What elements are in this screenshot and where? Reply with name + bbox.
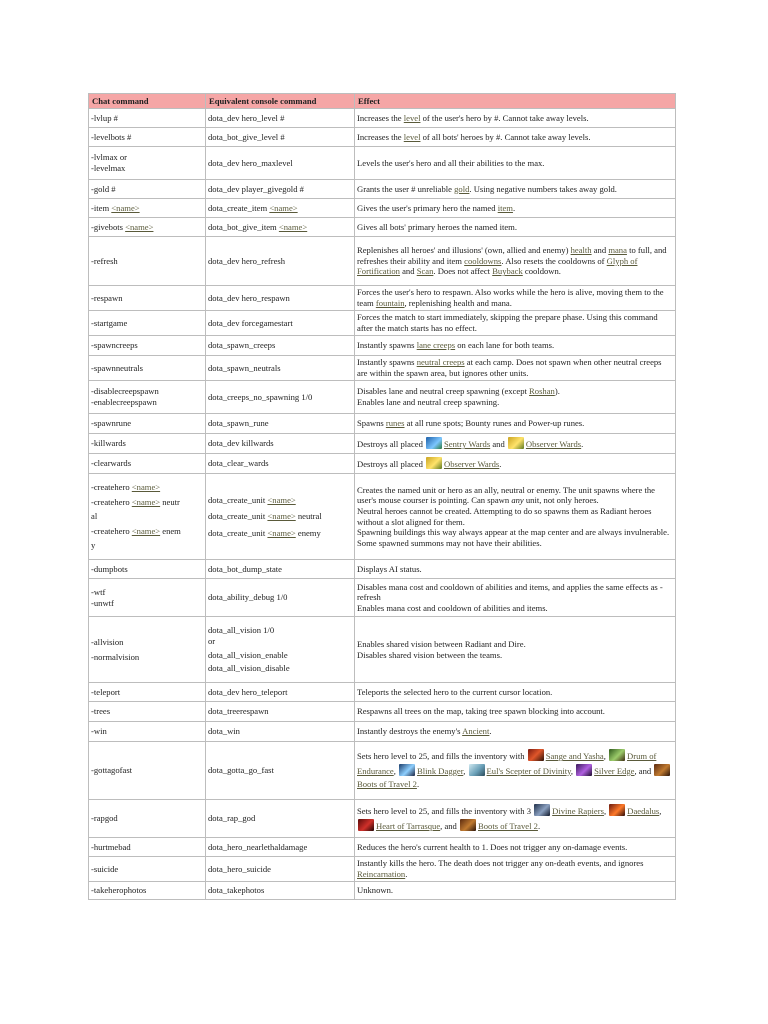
link-observer-wards[interactable]: Observer Wards: [444, 459, 500, 470]
link-sange-and-yasha[interactable]: Sange and Yasha: [545, 751, 604, 762]
link-daedalus[interactable]: Daedalus: [627, 806, 660, 816]
effect: Respawns all trees on the map, taking tree spawn blocking into account.: [355, 702, 676, 722]
name-argument[interactable]: <name>: [125, 221, 154, 232]
name-argument[interactable]: <name>: [131, 496, 161, 507]
table-row: [89, 147, 676, 180]
console-command: dota_rap_god: [206, 800, 355, 838]
chat-command: -startgame: [89, 311, 206, 336]
table-row: [89, 474, 676, 560]
link-roshan[interactable]: Roshan: [529, 386, 555, 397]
table-row: [89, 434, 676, 454]
sentry-ward-icon[interactable]: [426, 437, 442, 449]
effect: Destroys all placed Sentry Wards and Observer Wards.: [355, 434, 676, 454]
name-argument[interactable]: <name>: [267, 527, 296, 538]
table-row: [89, 742, 676, 800]
console-command: dota_create_item <name>: [206, 199, 355, 218]
chat-command: -trees: [89, 702, 206, 722]
effect: Replenishes all heroes' and illusions' (own, allied and enemy) health and mana to full, and refreshes their ability and item cooldowns. Also resets the cooldowns of Glyph of Fortification and Scan. Does not affect Buyback cooldown.: [355, 237, 676, 286]
table-row: [89, 356, 676, 381]
link-observer-wards[interactable]: Observer Wards: [525, 439, 582, 450]
console-command: dota_dev hero_respawn: [206, 286, 355, 311]
table-row: [89, 311, 676, 336]
chat-command: -killwards: [89, 434, 206, 454]
name-argument[interactable]: <name>: [267, 494, 296, 505]
effect: Reduces the hero's current health to 1. Does not trigger any on-damage events.: [355, 838, 676, 857]
effect: Creates the named unit or hero as an ally, neutral or enemy. The unit spawns where the user's mouse courser is pointing. Can spawn any unit, not only heroes. Neutral heroes cannot be created. Attempting to do so spawns them as Radiant heroes without a slot aligned for them. Spawning buildings this way always appear at the map center and are always invulnerable. Some spawned summons may not have their abilities.: [355, 474, 676, 560]
table-row: [89, 237, 676, 286]
table-row: [89, 800, 676, 838]
table-row: [89, 381, 676, 414]
chat-command: -disablecreepspawn -enablecreepspawn: [89, 381, 206, 414]
header-chat-command: Chat command: [89, 94, 206, 109]
chat-command: -spawnneutrals: [89, 356, 206, 381]
blink-dagger-icon[interactable]: [399, 764, 415, 776]
chat-command: -dumpbots: [89, 560, 206, 579]
commands-table: [88, 93, 676, 900]
chat-command: -wtf -unwtf: [89, 579, 206, 617]
link-fountain[interactable]: fountain: [375, 298, 405, 308]
boots-of-travel-icon[interactable]: [460, 819, 476, 831]
header-effect: Effect: [355, 94, 676, 109]
table-row: [89, 286, 676, 311]
effect: Gives the user's primary hero the named item.: [355, 199, 676, 218]
chat-command: -rapgod: [89, 800, 206, 838]
console-command: dota_takephotos: [206, 882, 355, 900]
effect: Sets hero level to 25, and fills the inventory with Sange and Yasha, Drum of Endurance, Blink Dagger, Eul's Scepter of Divinity, Silver Edge, and Boots of Travel 2.: [355, 742, 676, 800]
chat-command: -spawncreeps: [89, 336, 206, 356]
console-command: dota_clear_wards: [206, 454, 355, 474]
chat-command: -suicide: [89, 857, 206, 882]
effect: Forces the match to start immediately, skipping the prepare phase. Using this command after the match starts has no effect.: [355, 311, 676, 336]
link-scan[interactable]: Scan: [416, 266, 434, 277]
link-glyph[interactable]: Glyph of Fortification: [357, 255, 638, 277]
chat-command: -hurtmebad: [89, 838, 206, 857]
console-command: dota_spawn_creeps: [206, 336, 355, 356]
console-command: dota_dev hero_teleport: [206, 683, 355, 702]
link-runes[interactable]: runes: [385, 418, 405, 429]
console-command: dota_bot_give_item <name>: [206, 218, 355, 237]
effect: Disables lane and neutral creep spawning (except Roshan). Enables lane and neutral creep spawning.: [355, 381, 676, 414]
effect: Destroys all placed Observer Wards.: [355, 454, 676, 474]
chat-command: -spawnrune: [89, 414, 206, 434]
console-command: dota_all_vision 1/0 or dota_all_vision_enable dota_all_vision_disable: [206, 617, 355, 683]
table-row: [89, 336, 676, 356]
chat-command: -item <name>: [89, 199, 206, 218]
link-divine-rapiers[interactable]: Divine Rapiers: [552, 806, 604, 816]
table-row: [89, 722, 676, 742]
divine-rapier-icon[interactable]: [534, 804, 550, 816]
chat-command: -createhero <name> -createhero <name> neutr al -createhero <name> enem y: [89, 474, 206, 560]
table-row: [89, 882, 676, 900]
table-row: [89, 579, 676, 617]
link-level[interactable]: level: [403, 112, 421, 123]
chat-command: -lvlup #: [89, 109, 206, 128]
table-row: [89, 414, 676, 434]
console-command: dota_dev hero_refresh: [206, 237, 355, 286]
effect: Teleports the selected hero to the current cursor location.: [355, 683, 676, 702]
effect: Displays AI status.: [355, 560, 676, 579]
header-console-command: Equivalent console command: [206, 94, 355, 109]
link-silver-edge[interactable]: Silver Edge: [594, 765, 635, 776]
chat-command: -teleport: [89, 683, 206, 702]
console-command: dota_dev player_givegold #: [206, 180, 355, 199]
name-argument[interactable]: <name>: [131, 482, 161, 493]
chat-command: -allvision -normalvision: [89, 617, 206, 683]
table-row: [89, 560, 676, 579]
chat-command: -refresh: [89, 237, 206, 286]
name-argument[interactable]: <name>: [111, 202, 140, 213]
link-buyback[interactable]: Buyback: [492, 266, 523, 277]
console-command: dota_bot_give_level #: [206, 128, 355, 147]
link-drum-of-endurance[interactable]: Drum of Endurance: [357, 751, 657, 776]
effect: Instantly spawns neutral creeps at each camp. Does not spawn when other neutral creeps are within the spawn area, but ignores other units.: [355, 356, 676, 381]
effect: Instantly kills the hero. The death does not trigger any on-death events, and ignores Reincarnation.: [355, 857, 676, 882]
drum-of-endurance-icon[interactable]: [609, 749, 625, 761]
link-ancient[interactable]: Ancient: [462, 726, 490, 737]
table-row: [89, 199, 676, 218]
link-neutral-creeps[interactable]: neutral creeps: [416, 357, 465, 368]
chat-command: -gold #: [89, 180, 206, 199]
console-command: dota_spawn_neutrals: [206, 356, 355, 381]
table-header-row: [89, 94, 676, 109]
console-command: dota_dev forcegamestart: [206, 311, 355, 336]
name-argument[interactable]: <name>: [278, 221, 308, 232]
effect: Instantly spawns lane creeps on each lane for both teams.: [355, 336, 676, 356]
link-sentry-wards[interactable]: Sentry Wards: [444, 439, 491, 450]
effect: Grants the user # unreliable gold. Using negative numbers takes away gold.: [355, 180, 676, 199]
observer-ward-icon[interactable]: [426, 457, 442, 469]
table-row: [89, 180, 676, 199]
chat-command: -levelbots #: [89, 128, 206, 147]
console-command: dota_dev hero_maxlevel: [206, 147, 355, 180]
effect: Disables mana cost and cooldown of abilities and items, and applies the same effects as -refresh Enables mana cost and cooldown of abilities and items.: [355, 579, 676, 617]
effect: Spawns runes at all rune spots; Bounty runes and Power-up runes.: [355, 414, 676, 434]
chat-command: -win: [89, 722, 206, 742]
console-command: dota_bot_dump_state: [206, 560, 355, 579]
console-command: dota_gotta_go_fast: [206, 742, 355, 800]
effect: Levels the user's hero and all their abilities to the max.: [355, 147, 676, 180]
link-boots-of-travel[interactable]: Boots of Travel 2: [357, 779, 417, 790]
daedalus-icon[interactable]: [609, 804, 625, 816]
console-command: dota_dev killwards: [206, 434, 355, 454]
table-row: [89, 702, 676, 722]
effect: Forces the user's hero to respawn. Also works while the hero is alive, moving them to the team fountain, replenishing health and mana.: [355, 286, 676, 311]
table-row: [89, 109, 676, 128]
chat-command: -gottagofast: [89, 742, 206, 800]
link-blink-dagger[interactable]: Blink Dagger: [417, 765, 464, 776]
chat-command: -givebots <name>: [89, 218, 206, 237]
link-level[interactable]: level: [403, 131, 421, 142]
console-command: dota_win: [206, 722, 355, 742]
link-cooldowns[interactable]: cooldowns: [464, 255, 502, 266]
console-command: dota_create_unit <name> dota_create_unit <name> neutral dota_create_unit <name> enemy: [206, 474, 355, 560]
link-reincarnation[interactable]: Reincarnation: [357, 869, 406, 879]
observer-ward-icon[interactable]: [508, 437, 524, 449]
table-row: [89, 128, 676, 147]
table-row: [89, 857, 676, 882]
console-command: dota_hero_suicide: [206, 857, 355, 882]
chat-command: -lvlmax or -levelmax: [89, 147, 206, 180]
link-item[interactable]: item: [497, 202, 513, 213]
link-boots-of-travel[interactable]: Boots of Travel 2: [478, 820, 538, 831]
effect: Unknown.: [355, 882, 676, 900]
boots-of-travel-icon[interactable]: [654, 764, 670, 776]
effect: Increases the level of the user's hero by #. Cannot take away levels.: [355, 109, 676, 128]
chat-command: -clearwards: [89, 454, 206, 474]
link-lane-creeps[interactable]: lane creeps: [416, 340, 456, 351]
console-command: dota_hero_nearlethaldamage: [206, 838, 355, 857]
link-gold[interactable]: gold: [454, 183, 470, 194]
table-row: [89, 218, 676, 237]
euls-scepter-icon[interactable]: [469, 764, 485, 776]
console-command: dota_treerespawn: [206, 702, 355, 722]
name-argument[interactable]: <name>: [267, 511, 296, 522]
effect: Increases the level of all bots' heroes by #. Cannot take away levels.: [355, 128, 676, 147]
name-argument[interactable]: <name>: [131, 525, 161, 536]
effect: Instantly destroys the enemy's Ancient.: [355, 722, 676, 742]
link-mana[interactable]: mana: [608, 245, 627, 256]
chat-command: -respawn: [89, 286, 206, 311]
console-command: dota_ability_debug 1/0: [206, 579, 355, 617]
effect: Sets hero level to 25, and fills the inventory with 3 Divine Rapiers, Daedalus, Heart of Tarrasque, and Boots of Travel 2.: [355, 800, 676, 838]
effect: Gives all bots' primary heroes the named item.: [355, 218, 676, 237]
silver-edge-icon[interactable]: [576, 764, 592, 776]
console-command: dota_dev hero_level #: [206, 109, 355, 128]
link-euls-scepter[interactable]: Eul's Scepter of Divinity: [486, 765, 571, 776]
table-row: [89, 683, 676, 702]
heart-of-tarrasque-icon[interactable]: [358, 819, 374, 831]
table-row: [89, 454, 676, 474]
console-command: dota_creeps_no_spawning 1/0: [206, 381, 355, 414]
table-row: [89, 617, 676, 683]
table-row: [89, 838, 676, 857]
effect: Enables shared vision between Radiant and Dire. Disables shared vision between the teams.: [355, 617, 676, 683]
chat-command: -takeherophotos: [89, 882, 206, 900]
link-heart-of-tarrasque[interactable]: Heart of Tarrasque: [376, 820, 441, 831]
name-argument[interactable]: <name>: [269, 202, 298, 213]
sange-and-yasha-icon[interactable]: [528, 749, 544, 761]
console-command: dota_spawn_rune: [206, 414, 355, 434]
link-health[interactable]: health: [570, 245, 592, 256]
